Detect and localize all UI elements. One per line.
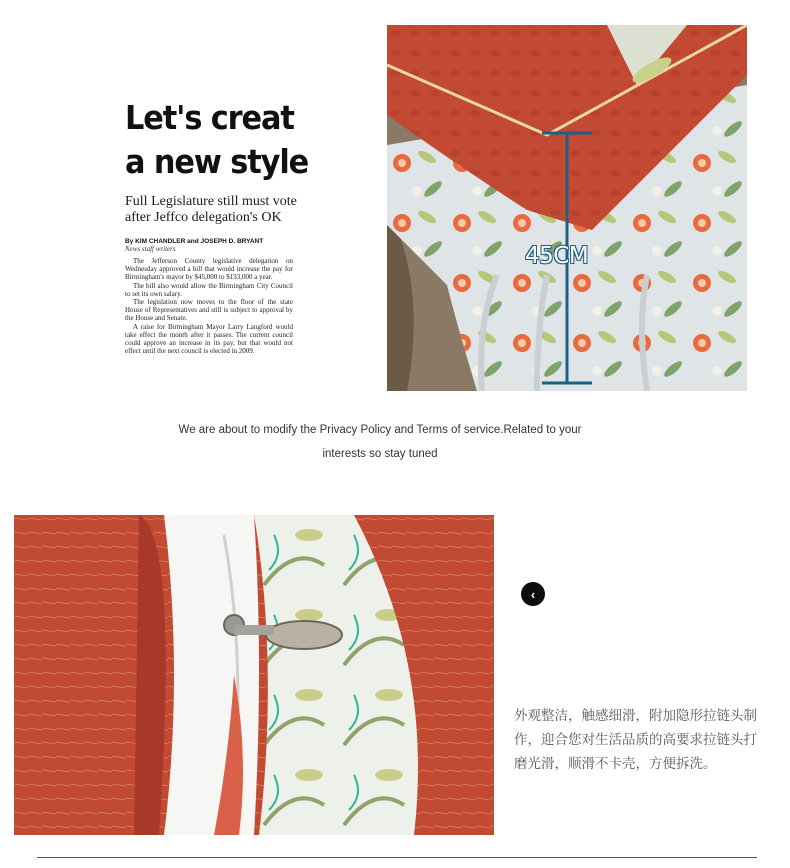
nav-glyph: ‹ [530,586,536,602]
news-paragraph: The legislation now moves to the floor of the state House of Representatives and still is subject to approval by the House and Senate. [125,298,293,323]
newspaper-clipping [125,96,309,356]
news-paragraph: A raise for Birmingham Mayor Larry Langford would take effect the month after it passes. The current council could approve an increase in its pay, but that would not effect until the next council is elected in 2009. [125,322,293,356]
headline-line-1: Let's creat [125,98,294,137]
bed-skirt-illustration [387,25,747,391]
chevron-left-icon[interactable] [521,582,545,606]
notice-line-1: We are about to modify the Privacy Policy and Terms of service.Related to your [178,424,582,436]
news-body [125,257,305,355]
measurement-label: 45CM [525,243,589,269]
news-subhead: Full Legislature still must vote after Jeffco delegation's OK [125,194,297,225]
notice-line-2: interests so stay tuned [322,448,438,460]
news-byline: By KIM CHANDLER and JOSEPH D. BRYANT [125,238,264,245]
zipper-illustration [14,515,494,835]
bed-skirt-photo [387,25,747,391]
news-paragraph: The Jefferson County legislative delegation on Wednesday approved a bill that would increase the pay for Birmingham's mayor by $45,000 to $133,000 a year. [125,257,293,282]
bottom-divider [37,857,757,858]
news-byline-role: News staff writers [125,245,176,253]
privacy-notice [150,418,610,466]
headline-line-2: a new style [125,142,309,181]
product-description: 外观整洁，触感细滑，附加隐形拉链头制作，迎合您对生活品质的高要求拉链头打磨光滑，顺滑不卡壳，方便拆洗。 [514,708,757,772]
zipper-detail-photo [14,515,494,835]
news-paragraph: The bill also would allow the Birmingham City Council to set its own salary. [125,281,293,298]
